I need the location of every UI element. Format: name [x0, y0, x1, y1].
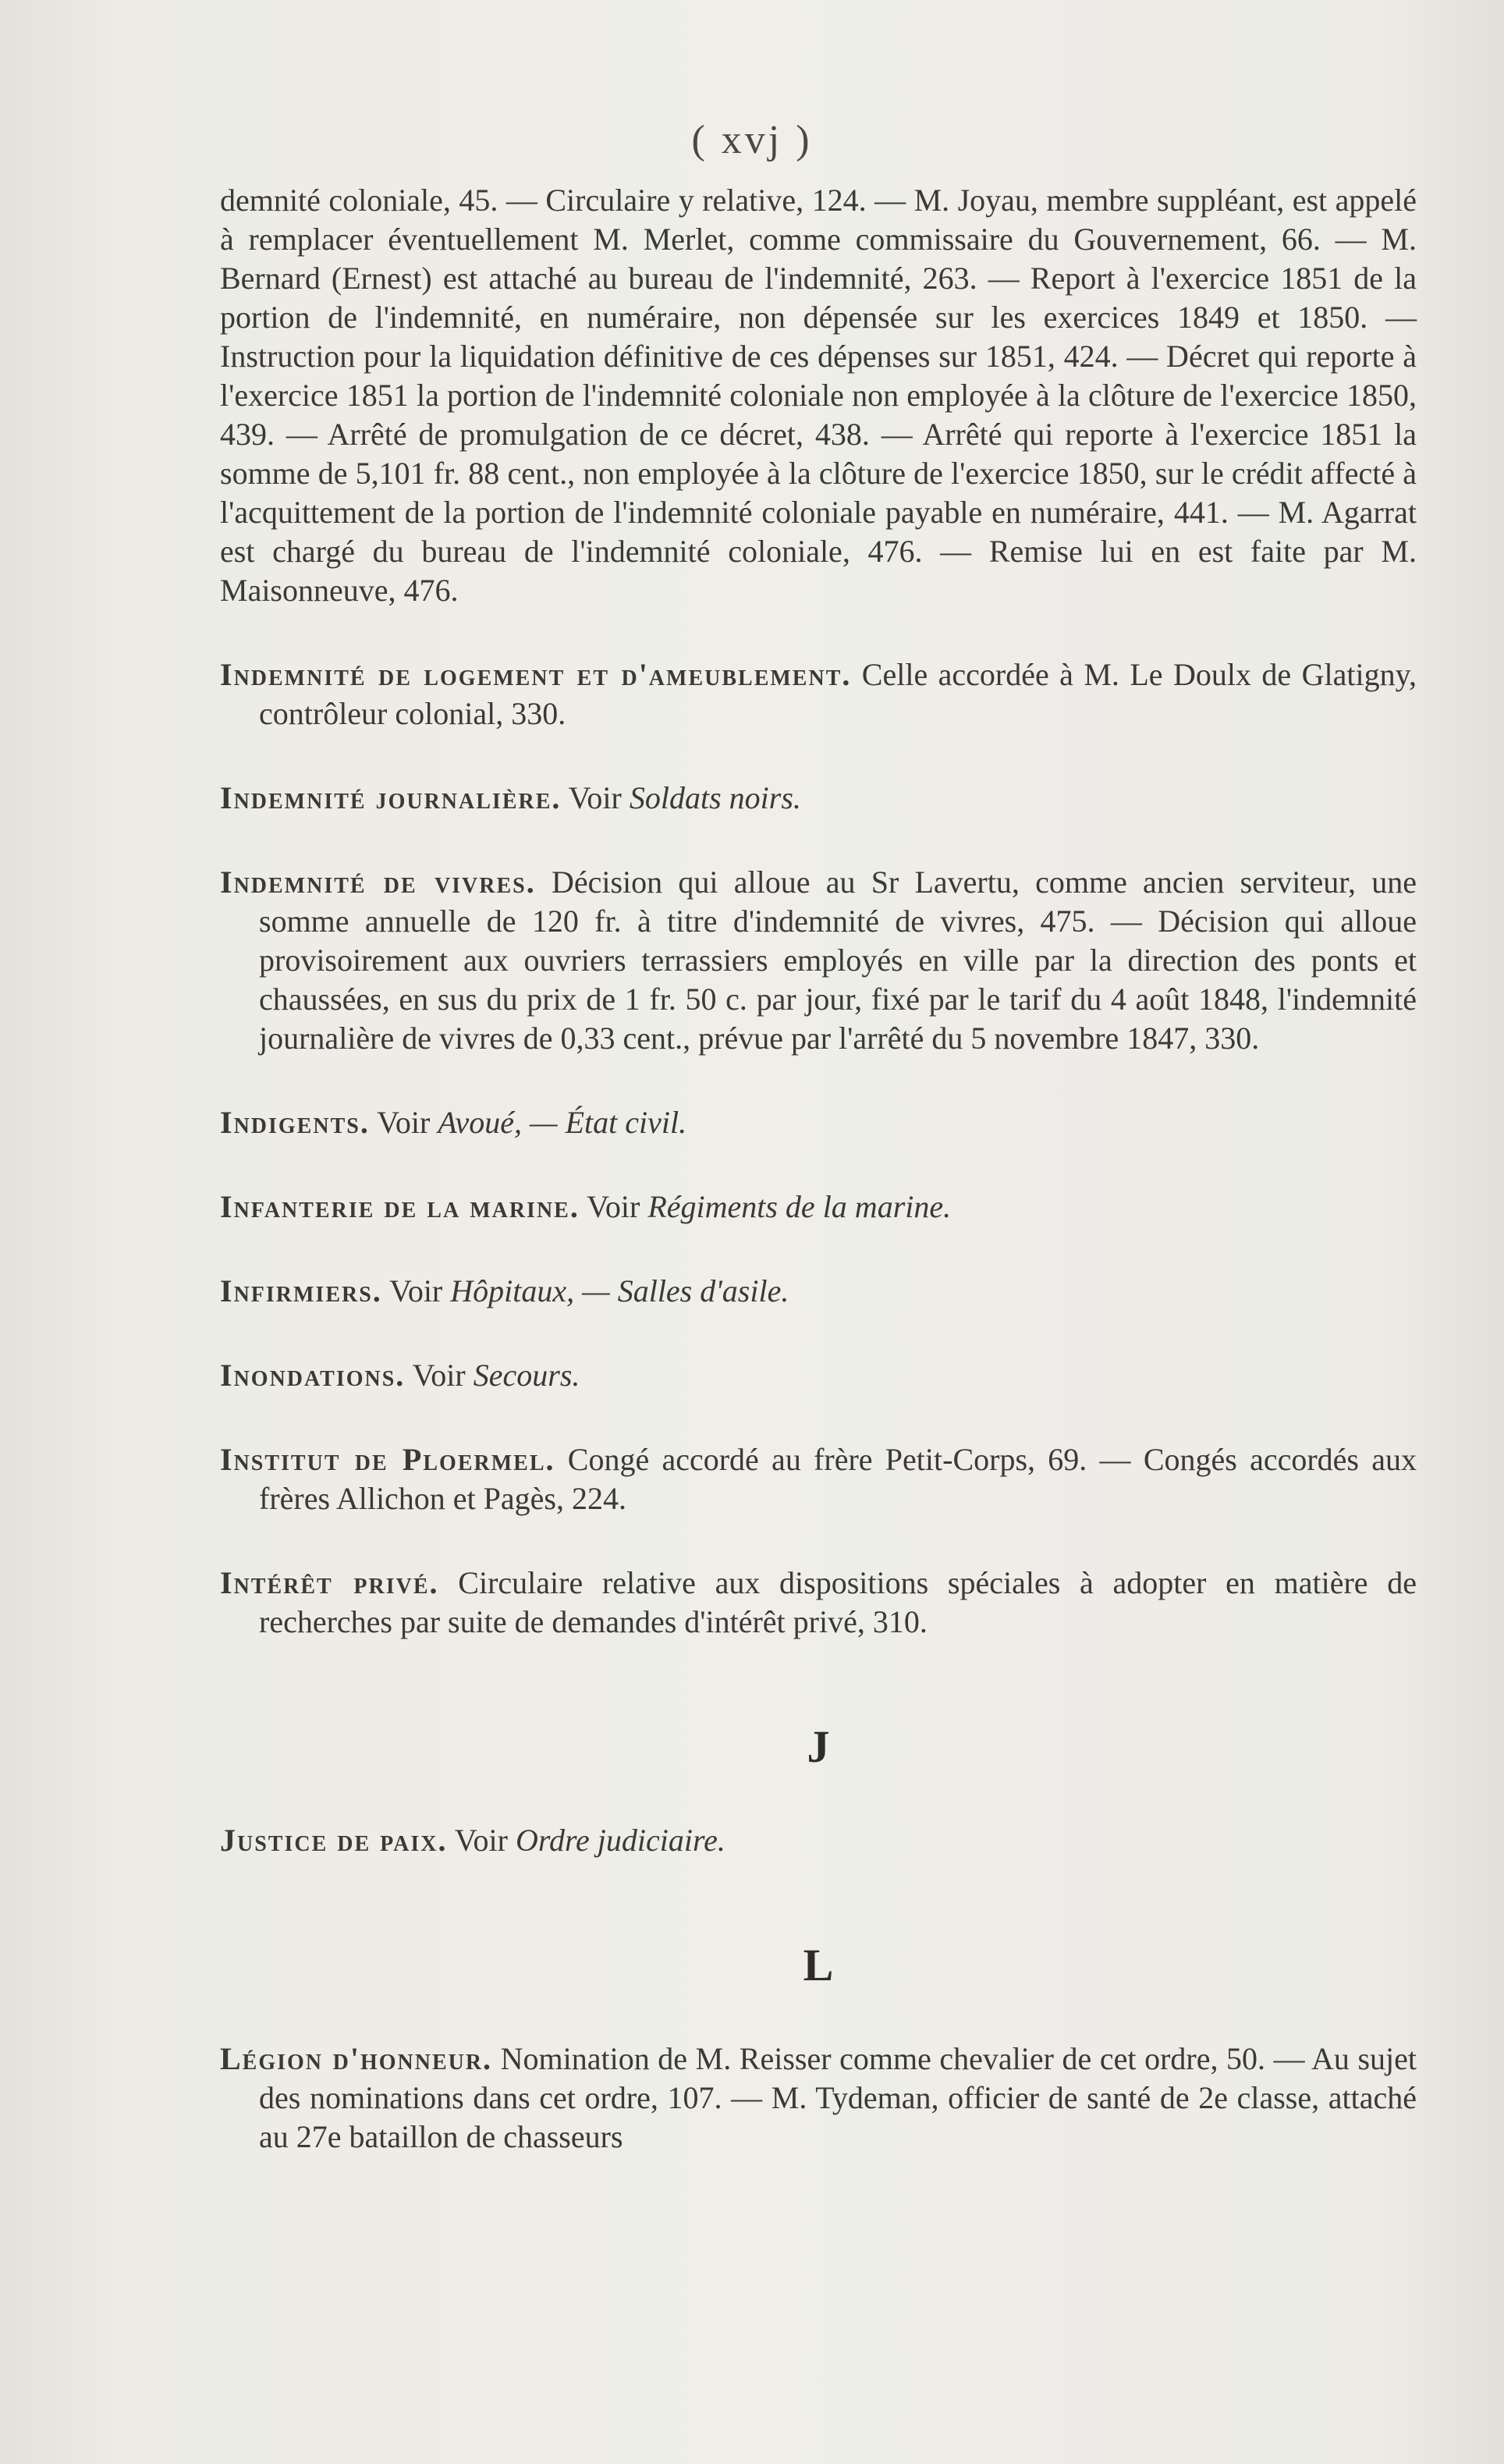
entry-reference: Hôpitaux, — Salles d'asile. [450, 1273, 789, 1308]
entry-text: Voir [405, 1358, 474, 1393]
entry-term: Indemnité de logement et d'ameublement. [220, 657, 852, 692]
entry-text: Voir [369, 1105, 438, 1140]
index-entry-indemnite-logement [220, 655, 1417, 733]
entry-term: Justice de paix. [220, 1823, 448, 1858]
entry-reference: Ordre judiciaire. [515, 1823, 725, 1858]
index-entry-institut-ploermel [220, 1440, 1417, 1518]
entry-term: Légion d'honneur. [220, 2041, 493, 2076]
index-entry-justice-paix [220, 1821, 1417, 1860]
entry-reference: Régiments de la marine. [647, 1189, 952, 1224]
entry-term: Infanterie de la marine. [220, 1189, 580, 1224]
index-text [220, 181, 1417, 2157]
index-entry-infanterie-marine [220, 1188, 1417, 1227]
entry-text: Voir [579, 1189, 648, 1224]
entry-term: Infirmiers. [220, 1273, 382, 1308]
entry-reference: Secours. [473, 1358, 580, 1393]
page-folio: ( xvj ) [691, 118, 813, 162]
entry-term: Inondations. [220, 1358, 406, 1393]
entry-term: Institut de Ploermel. [220, 1442, 555, 1477]
index-entry-legion-honneur [220, 2040, 1417, 2157]
index-entry-inondations [220, 1356, 1417, 1395]
entry-reference: Avoué, — État civil. [438, 1105, 687, 1140]
entry-text: Congé accordé au frère Petit-Corps, 69. — Congés accordés aux frères Allichon et Pagès, 224. [259, 1442, 1417, 1516]
entry-text: Voir [561, 780, 630, 815]
index-entry-indigents [220, 1103, 1417, 1142]
entry-term: Indigents. [220, 1105, 370, 1140]
entry-text: Décision qui alloue au Sr Lavertu, comme ancien serviteur, une somme annuelle de 120 fr. à titre d'indemnité de vivres, 475. — Décision qui alloue provisoirement aux ouvriers terrassiers employés en ville par la direction des ponts et chaussées, en sus du prix de 1 fr. 50 c. par jour, fixé par le tarif du 4 août 1848, l'indemnité journalière de vivres de 0,33 cent., prévue par l'arrêté du 5 novembre 1847, 330. [259, 865, 1417, 1056]
index-entry-infirmiers [220, 1272, 1417, 1311]
entry-text: Circulaire relative aux dispositions spéciales à adopter en matière de recherches par suite de demandes d'intérêt privé, 310. [259, 1565, 1417, 1639]
index-entry-indemnite-journaliere [220, 779, 1417, 818]
entry-text: Nomination de M. Reisser comme chevalier de cet ordre, 50. — Au sujet des nominations dans cet ordre, 107. — M. Tydeman, officier de santé de 2e classe, attaché au 27e bataillon de chasseurs [259, 2041, 1417, 2154]
entry-term: Indemnité de vivres. [220, 865, 536, 900]
index-entry-interet-prive [220, 1564, 1417, 1642]
entry-reference: Soldats noirs. [629, 780, 801, 815]
entry-term: Intérêt privé. [220, 1565, 439, 1600]
entry-text: Voir [381, 1273, 451, 1308]
continuation-paragraph: demnité coloniale, 45. — Circulaire y relative, 124. — M. Joyau, membre suppléant, est appelé à remplacer éventuellement M. Merlet, comme commissaire du Gouvernement, 66. — M. Bernard (Ernest) est attaché au bureau de l'indemnité, 263. — Report à l'exercice 1851 de la portion de l'indemnité, en numéraire, non dépensée sur les exercices 1849 et 1850. — Instruction pour la liquidation définitive de ces dépenses sur 1851, 424. — Décret qui reporte à l'exercice 1851 la portion de l'indemnité coloniale non employée à la clôture de l'exercice 1850, 439. — Arrêté de promulgation de ce décret, 438. — Arrêté qui reporte à l'exercice 1851 la somme de 5,101 fr. 88 cent., non employée à la clôture de l'exercice 1850, sur le crédit affecté à l'acquittement de la portion de l'indemnité coloniale payable en numéraire, 441. — M. Agarrat est chargé du bureau de l'indemnité coloniale, 476. — Remise lui en est faite par M. Maisonneuve, 476. [220, 183, 1417, 608]
section-letter-j: J [807, 1721, 830, 1772]
section-letter-l: L [803, 1940, 834, 1990]
entry-term: Indemnité journalière. [220, 780, 562, 815]
entry-text: Celle accordée à M. Le Doulx de Glatigny, contrôleur colonial, 330. [259, 657, 1417, 731]
index-entry-indemnite-vivres [220, 863, 1417, 1058]
entry-text: Voir [447, 1823, 516, 1858]
